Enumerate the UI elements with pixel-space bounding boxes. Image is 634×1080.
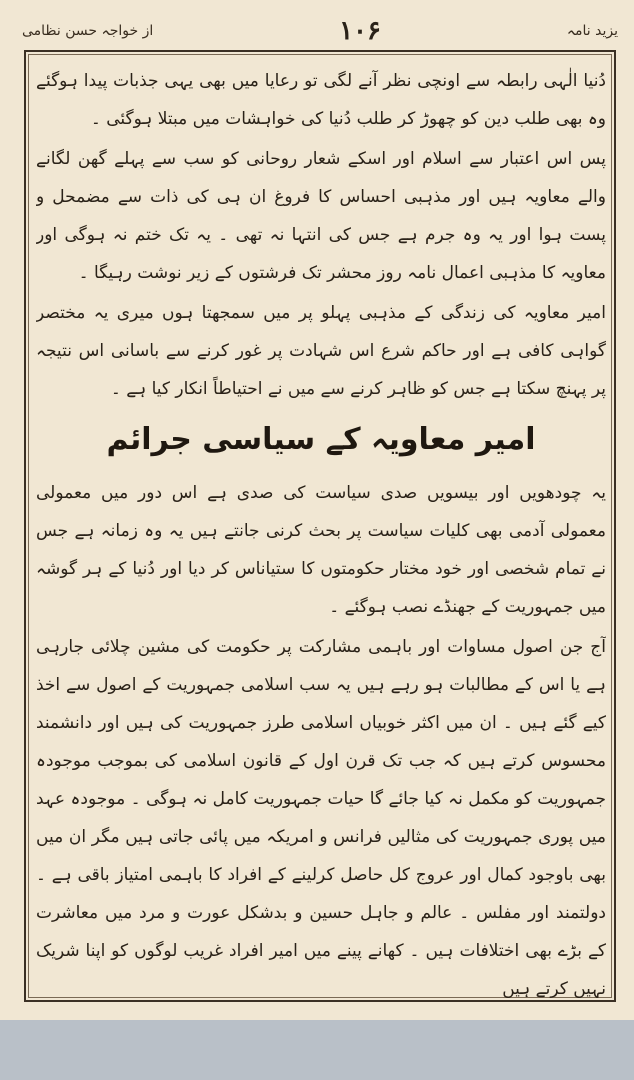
paragraph-5: آج جن اصول مساوات اور باہمی مشارکت پر حکومت کی مشین چلائی جارہی ہے یا اس کے مطالبات ہو رہے ہیں یہ سب اسلامی جمہوریت کے اصول سے اخذ کیے گئے ہیں ۔ ان میں اکثر خوبیاں اسلامی طرز جمہوریت کی ہیں اور دانشمند محسوس کرتے ہیں کہ جب تک قرن اول کے قانون اسلامی کی بموجب موجودہ جمہوریت کو مکمل نہ کیا جائے گا حیات جمہوریت کامل نہ ہوگی ۔ موجودہ عہد میں پوری جمہوریت کی مثالیں فرانس و امریکہ میں پائی جاتی ہیں مگر ان میں بھی باوجود کمال اور عروج کل حاصل کرلینے کے افراد کا باہمی امتیاز باقی ہے ۔ دولتمند اور مفلس ۔ عالم و جاہل حسین و بدشکل عورت و مرد میں معاشرت کے بڑے بھی اختلافات ہیں ۔ کھانے پینے میں امیر افراد غریب لوگوں کو اپنا شریک نہیں کرتے ہیں [36, 637, 606, 998]
book-title: یزید نامہ [566, 23, 618, 39]
section-heading: امیر معاویہ کے سیاسی جرائم [106, 422, 536, 457]
paragraph-1: دُنیا الٰہی رابطہ سے اونچی نظر آنے لگی تو رعایا میں بھی یہی جذبات پیدا ہوگئے وہ بھی طلب دین کو چھوڑ کر طلب دُنیا کی خواہشات میں مبتلا ہوگئی ۔ [36, 71, 606, 129]
scan-background [0, 1020, 634, 1080]
page-body [36, 62, 606, 998]
page-number: ۱۰۶ [339, 16, 381, 46]
paragraph-2: پس اس اعتبار سے اسلام اور اسکے شعار روحانی کو سب سے پہلے گھن لگانے والے معاویہ ہیں اور مذہبی احساس کا فروغ ان ہی کی ذات سے مضمحل و پست ہوا اور یہ وہ جرم ہے جس کی انتہا نہ تھی ۔ یہ تک ختم نہ ہوگی اور معاویہ کا مذہبی اعمال نامہ روز محشر تک فرشتوں کے زیر نوشت رہیگا ۔ [36, 149, 606, 283]
page-header [22, 12, 618, 50]
paragraph-4: یہ چودھویں اور بیسویں صدی سیاست کی صدی ہے اس دور میں معمولی معمولی آدمی بھی کلیات سیاست پر بحث کرنی جانتے ہیں یہ وہ زمانہ ہے جس نے تمام شخصی اور خود مختار حکومتوں کا ستیاناس کر دیا اور دُنیا کے ہر گوشہ میں جمہوریت کے جھنڈے نصب ہوگئے ۔ [36, 483, 606, 617]
paragraph-3: امیر معاویہ کی زندگی کے مذہبی پہلو پر میں سمجھتا ہوں میری یہ مختصر گواہی کافی ہے اور حاکم شرع اس شہادت پر غور کرنے سے باسانی اس نتیجہ پر پہنچ سکتا ہے جس کو ظاہر کرنے سے میں نے احتیاطاً انکار کیا ہے ۔ [36, 303, 606, 399]
author-name: از خواجہ حسن نظامی [22, 23, 154, 39]
